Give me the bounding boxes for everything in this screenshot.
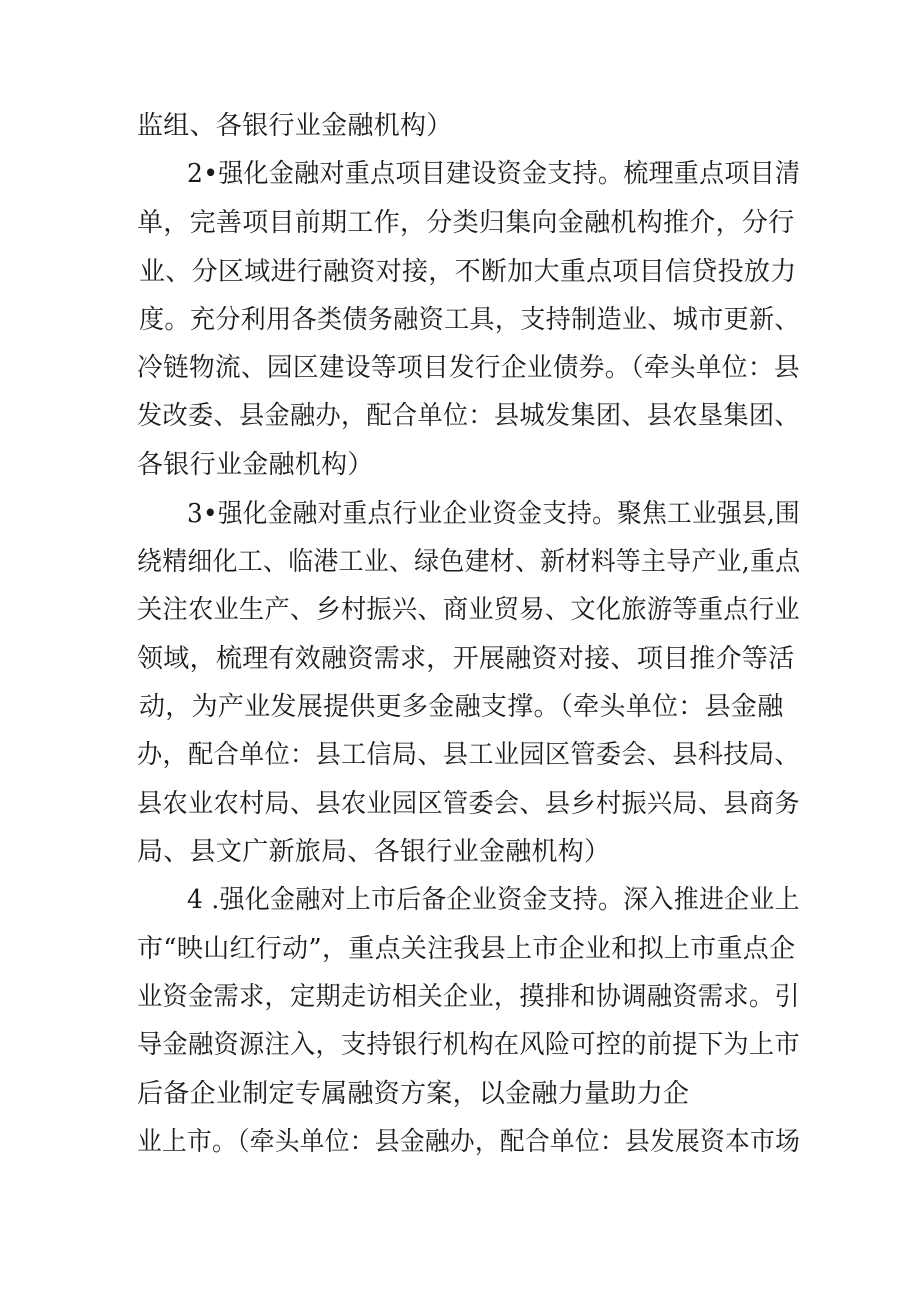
- text-line: 监组、各银行业金融机构）: [137, 111, 453, 141]
- paragraph-heading-2: 2•强化金融对重点项目建设资金支持。梳理重点项目清: [187, 159, 801, 189]
- text-line: 业、分区域进行融资对接，不断加大重点项目信贷投放力: [139, 257, 797, 287]
- text-line: 各银行业金融机构）: [137, 450, 374, 480]
- text-line: 发改委、县金融办，配合单位：县城发集团、县农垦集团、: [137, 401, 800, 431]
- text-line: 领域，梳理有效融资需求，开展融资对接、项目推介等活: [137, 644, 795, 674]
- text-line: 冷链物流、园区建设等项目发行企业债券。（牵头单位：县: [137, 353, 800, 383]
- text-line: 后备企业制定专属融资方案，以金融力量助力企: [137, 1079, 690, 1109]
- text-line: 局、县文广新旅局、各银行业金融机构）: [137, 837, 611, 867]
- text-line: 业上市。（牵头单位：县金融办，配合单位：县发展资本市场: [137, 1127, 801, 1157]
- text-line: 县农业农村局、县农业园区管委会、县乡村振兴局、县商务: [137, 789, 800, 819]
- text-line: 办，配合单位：县工信局、县工业园区管委会、县科技局、: [137, 740, 800, 770]
- text-line: 关注农业生产、乡村振兴、商业贸易、文化旅游等重点行业: [137, 595, 800, 625]
- text-line: 度。充分利用各类债务融资工具，支持制造业、城市更新、: [139, 305, 800, 335]
- text-line: 动，为产业发展提供更多金融支撑。（牵头单位：县金融: [139, 692, 784, 722]
- text-line: 绕精细化工、临港工业、绿色建材、新材料等主导产业,重点: [137, 547, 801, 577]
- text-line: 导金融资源注入，支持银行机构在风险可控的前提下为上市: [137, 1030, 800, 1060]
- text-line: 市“映山红行动”，重点关注我县上市企业和拟上市重点企: [137, 934, 796, 964]
- paragraph-heading-4: 4 .强化金融对上市后备企业资金支持。深入推进企业上: [187, 885, 800, 915]
- text-line: 业资金需求，定期走访相关企业，摸排和协调融资需求。引: [137, 982, 800, 1012]
- paragraph-heading-3: 3•强化金融对重点行业企业资金支持。聚焦工业强县,围: [187, 499, 800, 529]
- text-line: 单，完善项目前期工作，分类归集向金融机构推介，分行: [137, 208, 795, 238]
